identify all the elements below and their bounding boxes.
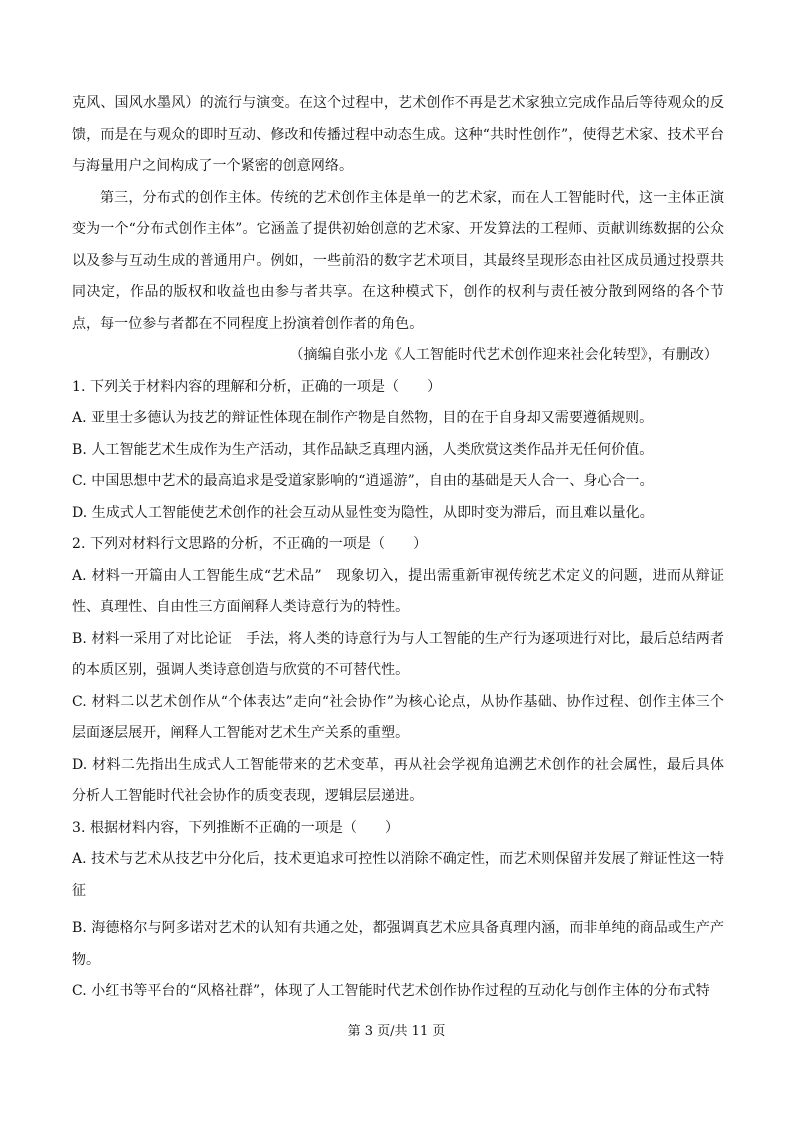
question-2 — [72, 529, 724, 813]
question-stem: 3. 根据材料内容，下列推断不正确的一项是（ ） — [72, 819, 400, 836]
source-citation: （摘编自张小龙《人工智能时代艺术创作迎来社会化转型》，有删改） — [289, 347, 718, 363]
question-stem: 1. 下列关于材料内容的理解和分析，正确的一项是（ ） — [72, 378, 442, 395]
option-d: D. 生成式人工智能使艺术创作的社会互动从显性变为隐性，从即时变为滞后，而且难以量化。 — [72, 504, 654, 521]
option-c: C. 小红书等平台的“风格社群”，体现了人工智能时代艺术创作协作过程的互动化与创作主体的分布式特 — [72, 983, 710, 999]
passage-paragraph: 克风、国风水墨风）的流行与演变。在这个过程中，艺术创作不再是艺术家独立完成作品后等待观众的反馈，而是在与观众的即时互动、修改和传播过程中动态生成。这种“共时性创作”，使得艺术家、技术平台与海量用户之间构成了一个紧密的创意网络。 — [72, 95, 724, 174]
question-1 — [72, 372, 724, 530]
option-b: B. 材料一采用了对比论证 手法，将人类的诗意行为与人工智能的生产行为逐项进行对比，最后总结两者的本质区别，强调人类诗意创造与欣赏的不可替代性。 — [72, 630, 724, 678]
option-a: A. 材料一开篇由人工智能生成“艺术品” 现象切入，提出需重新审视传统艺术定义的问题，进而从辩证性、真理性、自由性三方面阐释人类诗意行为的特性。 — [72, 567, 724, 615]
document-body — [72, 88, 724, 1008]
option-d: D. 材料二先指出生成式人工智能带来的艺术变革，再从社会学视角追溯艺术创作的社会属性，最后具体分析人工智能时代社会协作的质变表现，逻辑层层递进。 — [72, 756, 724, 804]
passage-paragraph: 第三，分布式的创作主体。传统的艺术创作主体是单一的艺术家，而在人工智能时代，这一主体正演变为一个“分布式创作主体”。它涵盖了提供初始创意的艺术家、开发算法的工程师、贡献训练数据的公众以及参与互动生成的普通用户。例如，一些前沿的数字艺术项目，其最终呈现形态由社区成员通过投票共同决定，作品的版权和收益也由参与者共享。在这种模式下，创作的权利与责任被分散到网络的各个节点，每一位参与者都在不同程度上扮演着创作者的角色。 — [72, 189, 724, 332]
question-stem: 2. 下列对材料行文思路的分析，不正确的一项是（ ） — [72, 536, 428, 552]
question-3 — [72, 813, 724, 1008]
option-c: C. 中国思想中艺术的最高追求是受道家影响的“逍遥游”，自由的基础是天人合一、身心合一。 — [72, 473, 654, 489]
option-a: A. 技术与艺术从技艺中分化后，技术更追求可控性以消除不确定性，而艺术则保留并发展了辩证性这一特征 — [72, 851, 724, 899]
option-b: B. 海德格尔与阿多诺对艺术的认知有共通之处，都强调真艺术应具备真理内涵，而非单纯的商品或生产产物。 — [72, 920, 724, 968]
option-b: B. 人工智能艺术生成作为生产活动，其作品缺乏真理内涵，人类欣赏这类作品并无任何价值。 — [72, 441, 654, 458]
option-c: C. 材料二以艺术创作从“个体表达”走向“社会协作”为核心论点，从协作基础、协作过程、创作主体三个层面逐层展开，阐释人工智能对艺术生产关系的重塑。 — [72, 693, 724, 741]
page-number: 第 3 页/共 11 页 — [347, 1024, 446, 1039]
option-a: A. 亚里士多德认为技艺的辩证性体现在制作产物是自然物，目的在于自身却又需要遵循规则。 — [72, 410, 654, 426]
